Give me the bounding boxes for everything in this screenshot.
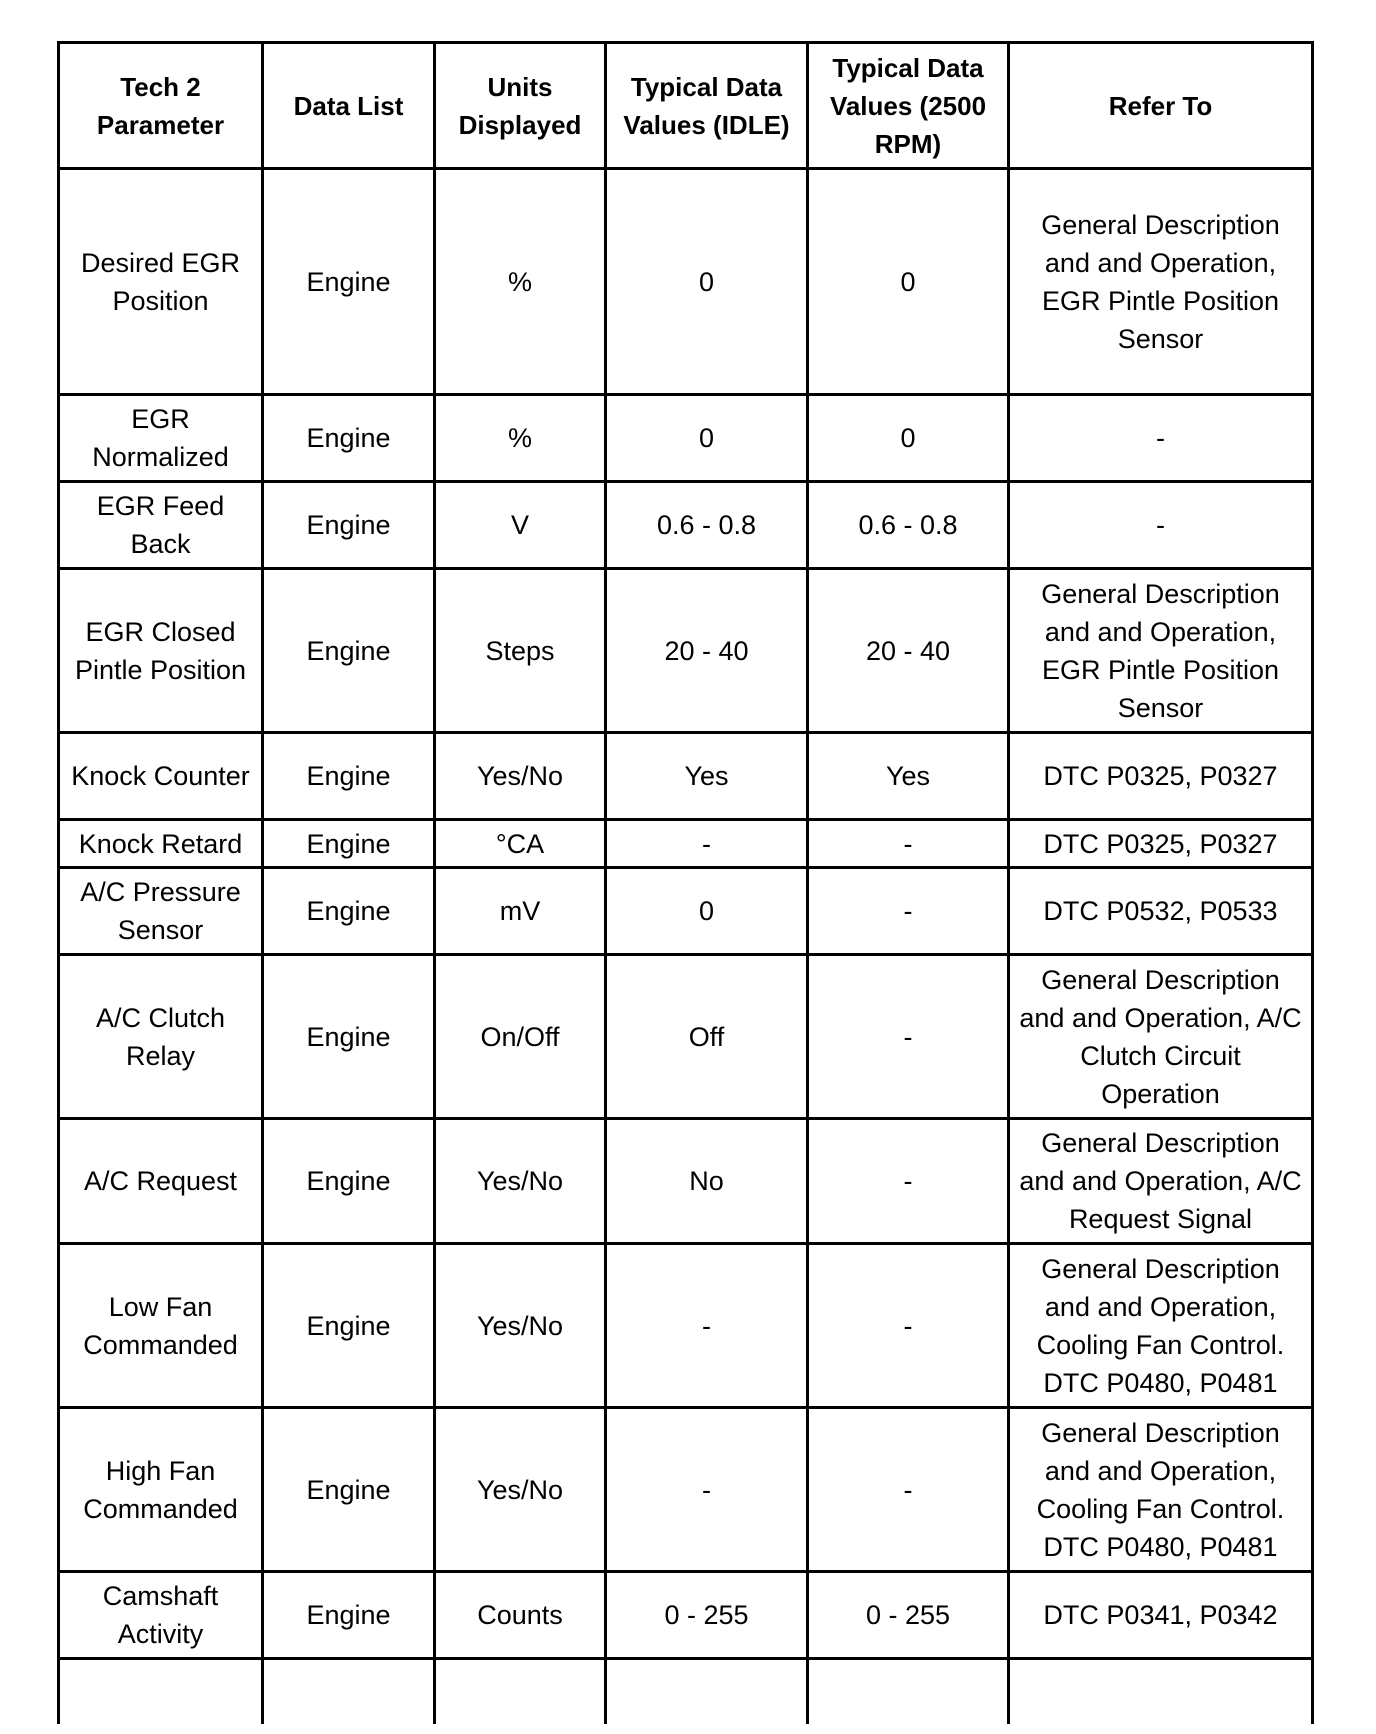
header-units-displayed: Units Displayed (435, 43, 606, 169)
cell-parameter: Knock Retard (59, 820, 263, 868)
cell-idle-value: 20 - 40 (606, 569, 808, 733)
header-refer-to: Refer To (1009, 43, 1313, 169)
cell-idle-value: 0 (606, 395, 808, 482)
cell-units: On/Off (435, 955, 606, 1119)
header-data-list: Data List (263, 43, 435, 169)
table-row (59, 482, 1313, 569)
table-row (59, 1244, 1313, 1408)
cell-idle-value: 0.6 - 0.8 (606, 482, 808, 569)
table-row (59, 169, 1313, 395)
tech2-parameter-table (57, 41, 1314, 1724)
cell-units: mV (435, 868, 606, 955)
empty-cell (808, 1659, 1009, 1725)
cell-refer-to: DTC P0532, P0533 (1009, 868, 1313, 955)
cell-2500rpm-value: 20 - 40 (808, 569, 1009, 733)
cell-data-list: Engine (263, 1408, 435, 1572)
cell-refer-to: General Description and and Operation, Cooling Fan Control. DTC P0480, P0481 (1009, 1244, 1313, 1408)
cell-units: Steps (435, 569, 606, 733)
cell-units: % (435, 395, 606, 482)
cell-idle-value: - (606, 1244, 808, 1408)
cell-refer-to: General Description and and Operation, A/C Clutch Circuit Operation (1009, 955, 1313, 1119)
cell-refer-to: General Description and and Operation, EGR Pintle Position Sensor (1009, 569, 1313, 733)
header-typical-2500rpm: Typical Data Values (2500 RPM) (808, 43, 1009, 169)
cell-data-list: Engine (263, 395, 435, 482)
cell-data-list: Engine (263, 1244, 435, 1408)
cell-idle-value: 0 - 255 (606, 1572, 808, 1659)
cell-data-list: Engine (263, 868, 435, 955)
cell-units: °CA (435, 820, 606, 868)
cell-refer-to: General Description and and Operation, EGR Pintle Position Sensor (1009, 169, 1313, 395)
empty-cell (59, 1659, 263, 1725)
cell-parameter: A/C Clutch Relay (59, 955, 263, 1119)
cell-data-list: Engine (263, 733, 435, 820)
cell-refer-to: DTC P0341, P0342 (1009, 1572, 1313, 1659)
cell-refer-to: General Description and and Operation, Cooling Fan Control. DTC P0480, P0481 (1009, 1408, 1313, 1572)
cell-units: Counts (435, 1572, 606, 1659)
cell-data-list: Engine (263, 820, 435, 868)
cell-units: Yes/No (435, 1408, 606, 1572)
empty-cell (1009, 1659, 1313, 1725)
cell-refer-to: DTC P0325, P0327 (1009, 820, 1313, 868)
cell-2500rpm-value: 0 - 255 (808, 1572, 1009, 1659)
cell-units: % (435, 169, 606, 395)
cell-refer-to: - (1009, 395, 1313, 482)
cell-parameter: High Fan Commanded (59, 1408, 263, 1572)
cell-2500rpm-value: 0.6 - 0.8 (808, 482, 1009, 569)
cell-idle-value: - (606, 820, 808, 868)
cell-data-list: Engine (263, 169, 435, 395)
empty-partial-row (59, 1659, 1313, 1725)
cell-idle-value: 0 (606, 868, 808, 955)
cell-parameter: EGR Normalized (59, 395, 263, 482)
cell-2500rpm-value: - (808, 1244, 1009, 1408)
table-row (59, 820, 1313, 868)
cell-data-list: Engine (263, 1572, 435, 1659)
table-row (59, 868, 1313, 955)
cell-data-list: Engine (263, 569, 435, 733)
cell-units: Yes/No (435, 1119, 606, 1244)
cell-parameter: A/C Pressure Sensor (59, 868, 263, 955)
cell-units: V (435, 482, 606, 569)
header-row (59, 43, 1313, 169)
cell-2500rpm-value: - (808, 955, 1009, 1119)
cell-refer-to: - (1009, 482, 1313, 569)
empty-cell (606, 1659, 808, 1725)
cell-2500rpm-value: - (808, 1408, 1009, 1572)
empty-cell (435, 1659, 606, 1725)
cell-2500rpm-value: Yes (808, 733, 1009, 820)
table-row (59, 955, 1313, 1119)
header-typical-idle: Typical Data Values (IDLE) (606, 43, 808, 169)
table-row (59, 395, 1313, 482)
cell-parameter: EGR Feed Back (59, 482, 263, 569)
table-row (59, 1119, 1313, 1244)
cell-parameter: Low Fan Commanded (59, 1244, 263, 1408)
cell-parameter: Knock Counter (59, 733, 263, 820)
cell-parameter: Desired EGR Position (59, 169, 263, 395)
data-table-container (57, 41, 1311, 1724)
cell-idle-value: 0 (606, 169, 808, 395)
table-row (59, 733, 1313, 820)
cell-refer-to: General Description and and Operation, A/C Request Signal (1009, 1119, 1313, 1244)
cell-units: Yes/No (435, 733, 606, 820)
cell-units: Yes/No (435, 1244, 606, 1408)
cell-data-list: Engine (263, 482, 435, 569)
cell-idle-value: - (606, 1408, 808, 1572)
header-tech2-parameter: Tech 2 Parameter (59, 43, 263, 169)
cell-data-list: Engine (263, 1119, 435, 1244)
cell-parameter: EGR Closed Pintle Position (59, 569, 263, 733)
empty-cell (263, 1659, 435, 1725)
cell-2500rpm-value: - (808, 820, 1009, 868)
table-row (59, 1572, 1313, 1659)
table-row (59, 1408, 1313, 1572)
cell-data-list: Engine (263, 955, 435, 1119)
cell-parameter: Camshaft Activity (59, 1572, 263, 1659)
cell-parameter: A/C Request (59, 1119, 263, 1244)
cell-idle-value: Off (606, 955, 808, 1119)
cell-2500rpm-value: - (808, 868, 1009, 955)
cell-2500rpm-value: 0 (808, 169, 1009, 395)
cell-2500rpm-value: - (808, 1119, 1009, 1244)
table-row (59, 569, 1313, 733)
cell-2500rpm-value: 0 (808, 395, 1009, 482)
cell-refer-to: DTC P0325, P0327 (1009, 733, 1313, 820)
cell-idle-value: No (606, 1119, 808, 1244)
cell-idle-value: Yes (606, 733, 808, 820)
